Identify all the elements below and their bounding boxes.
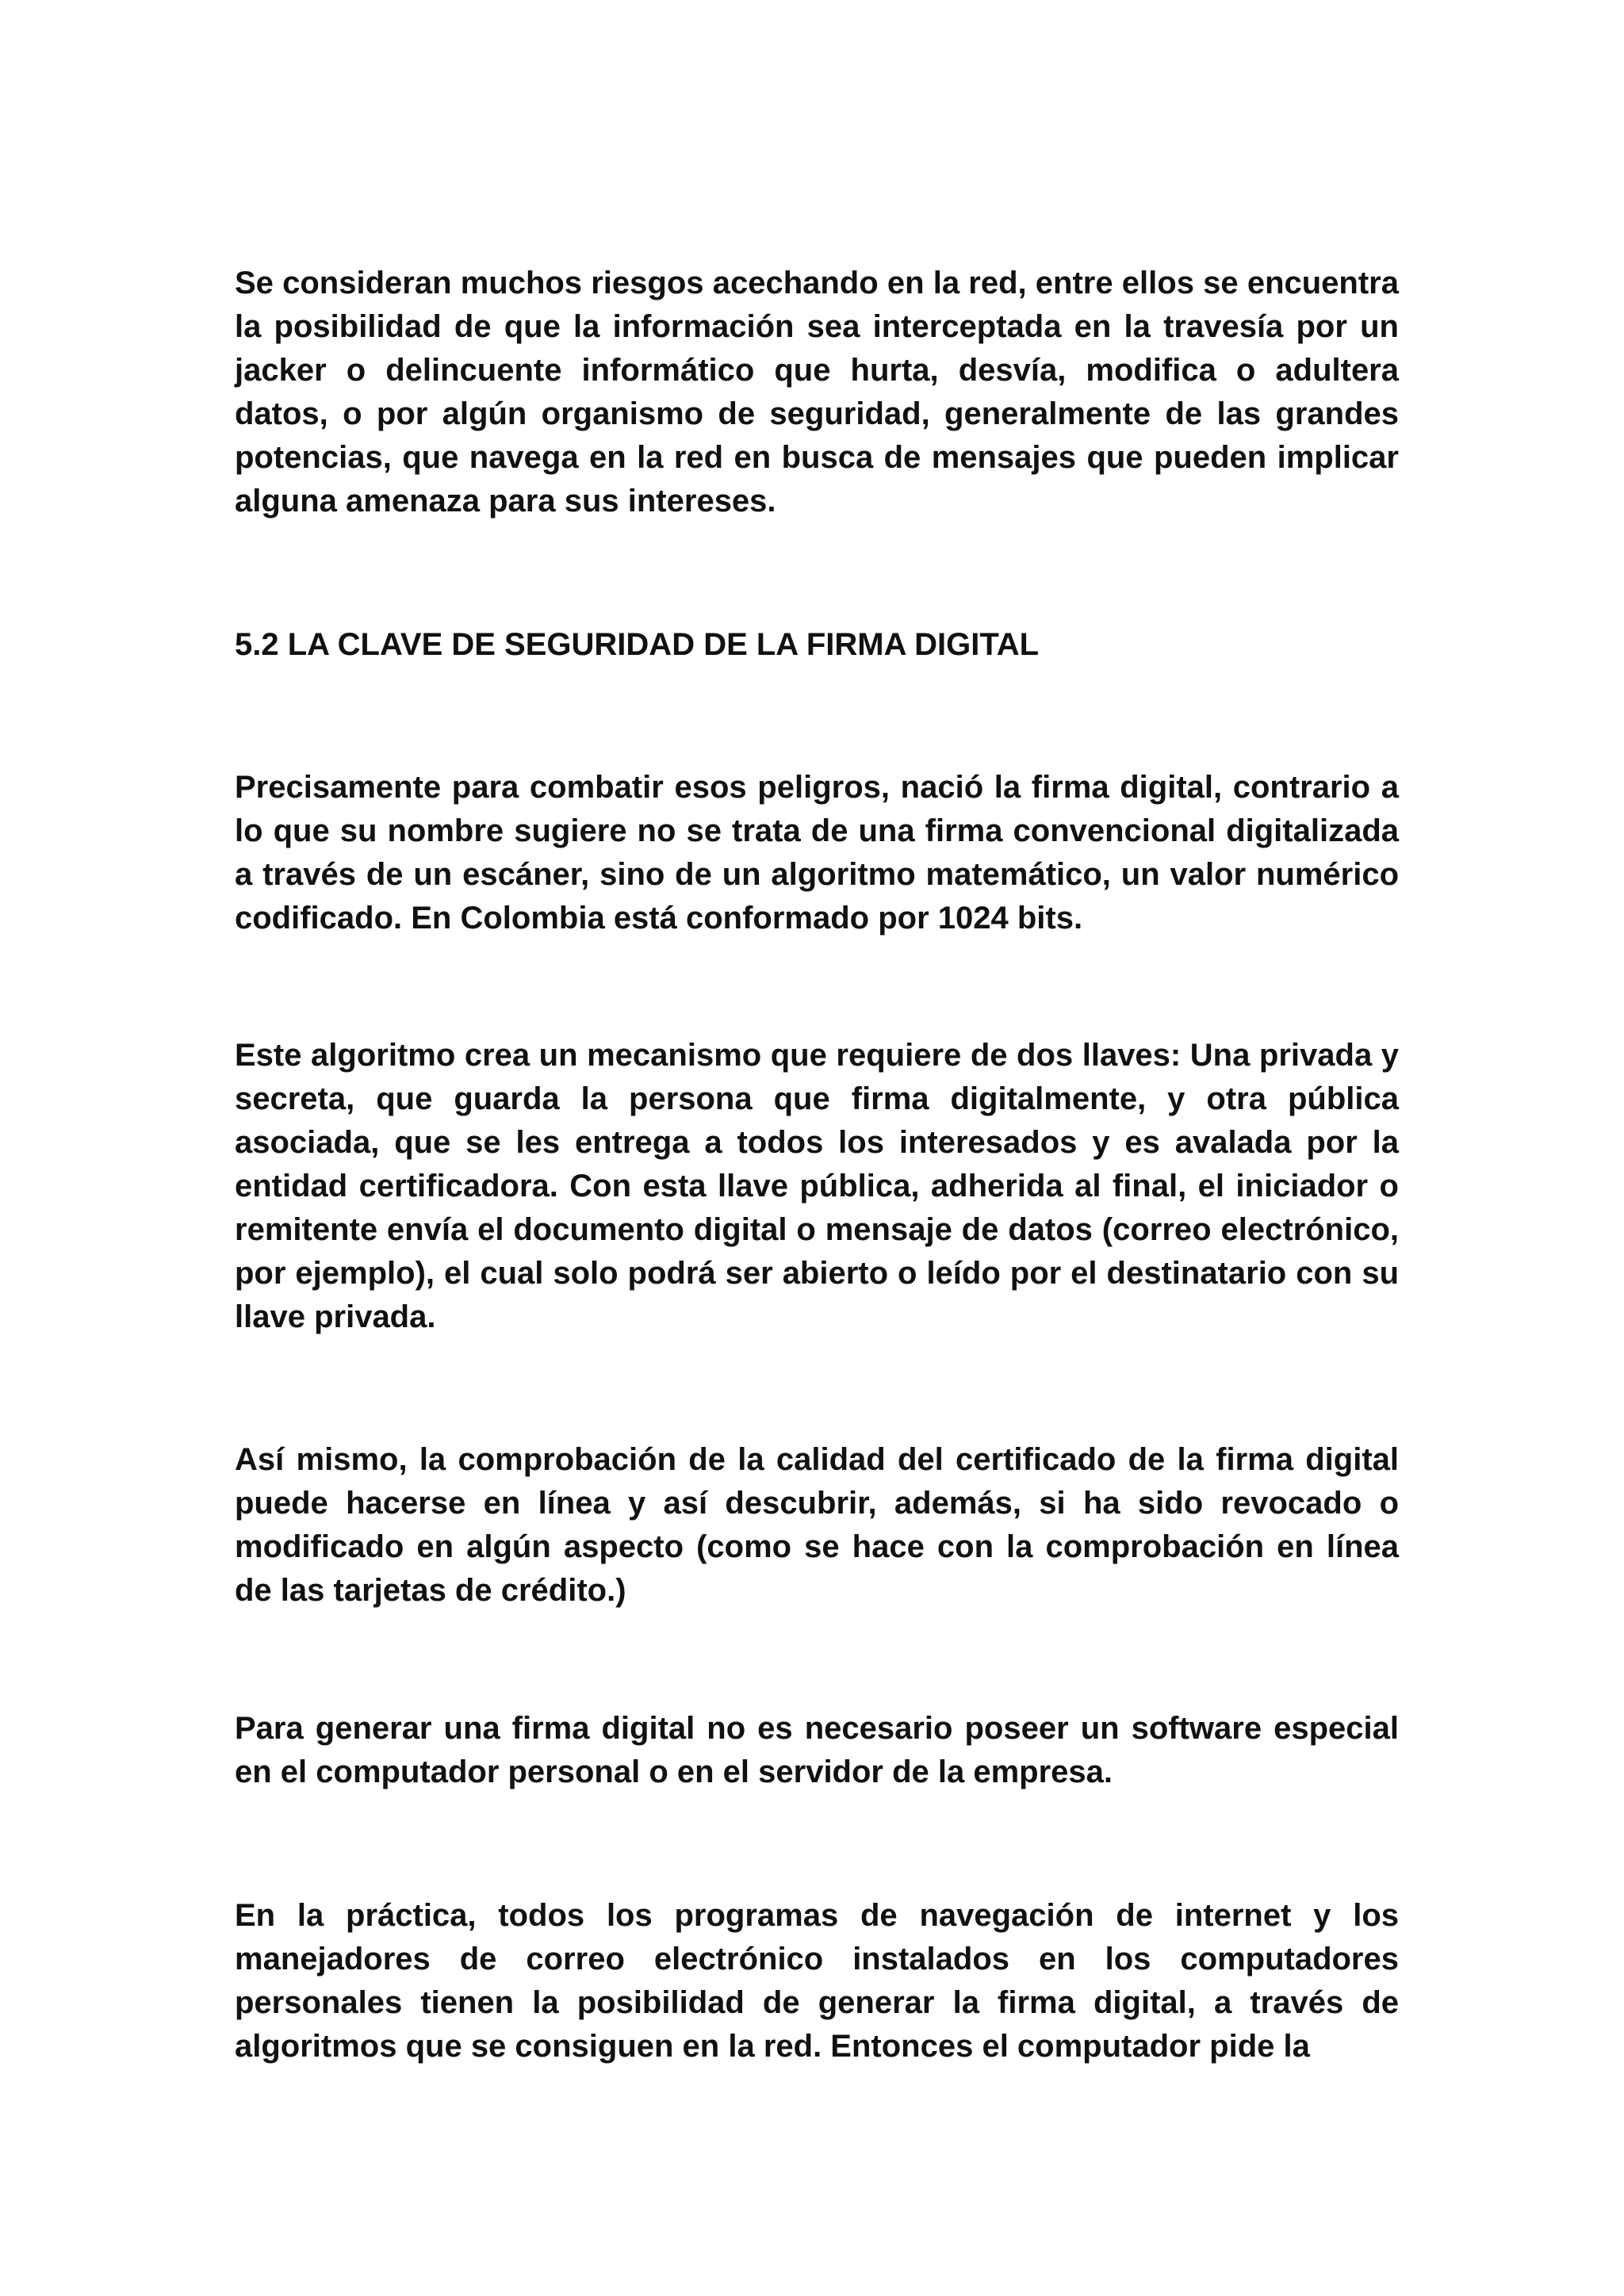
paragraph-dos-llaves: Este algoritmo crea un mecanismo que requiere de dos llaves: Una privada y secreta, que guarda la persona que firma digitalmente, y otra pública asociada, que se les entrega a todos los interesados y es avalada por la entidad certificadora. Con esta llave pública, adherida al final, el iniciador o remitente envía el documento digital o mensaje de datos (correo electrónico, por ejemplo), el cual solo podrá ser abierto o leído por el destinatario con su llave privada. (235, 1038, 1399, 1334)
paragraph-navegadores-correo: En la práctica, todos los programas de navegación de internet y los manejadores de correo electrónico instalados en los computadores personales tienen la posibilidad de generar la firma digital, a través de algoritmos que se consiguen en la red. Entonces el computador pide la (235, 1898, 1399, 2064)
paragraph-firma-digital-origen: Precisamente para combatir esos peligros, nació la firma digital, contrario a lo que su nombre sugiere no se trata de una firma convencional digitalizada a través de un escáner, sino de un algoritmo matemático, un valor numérico codificado. En Colombia está conformado por 1024 bits. (235, 770, 1399, 936)
section-heading: 5.2 LA CLAVE DE SEGURIDAD DE LA FIRMA DIGITAL (235, 627, 1040, 662)
paragraph-software-especial: Para generar una firma digital no es necesario poseer un software especial en el computador personal o en el servidor de la empresa. (235, 1711, 1399, 1789)
paragraph-riesgos-red: Se consideran muchos riesgos acechando en la red, entre ellos se encuentra la posibilidad de que la información sea interceptada en la travesía por un jacker o delincuente informático que hurta, desvía, modifica o adultera datos, o por algún organismo de seguridad, generalmente de las grandes potencias, que navega en la red en busca de mensajes que pueden implicar alguna amenaza para sus intereses. (235, 266, 1399, 519)
paragraph-comprobacion-certificado: Así mismo, la comprobación de la calidad del certificado de la firma digital puede hacerse en línea y así descubrir, además, si ha sido revocado o modificado en algún aspecto (como se hace con la comprobación en línea de las tarjetas de crédito.) (235, 1442, 1399, 1608)
